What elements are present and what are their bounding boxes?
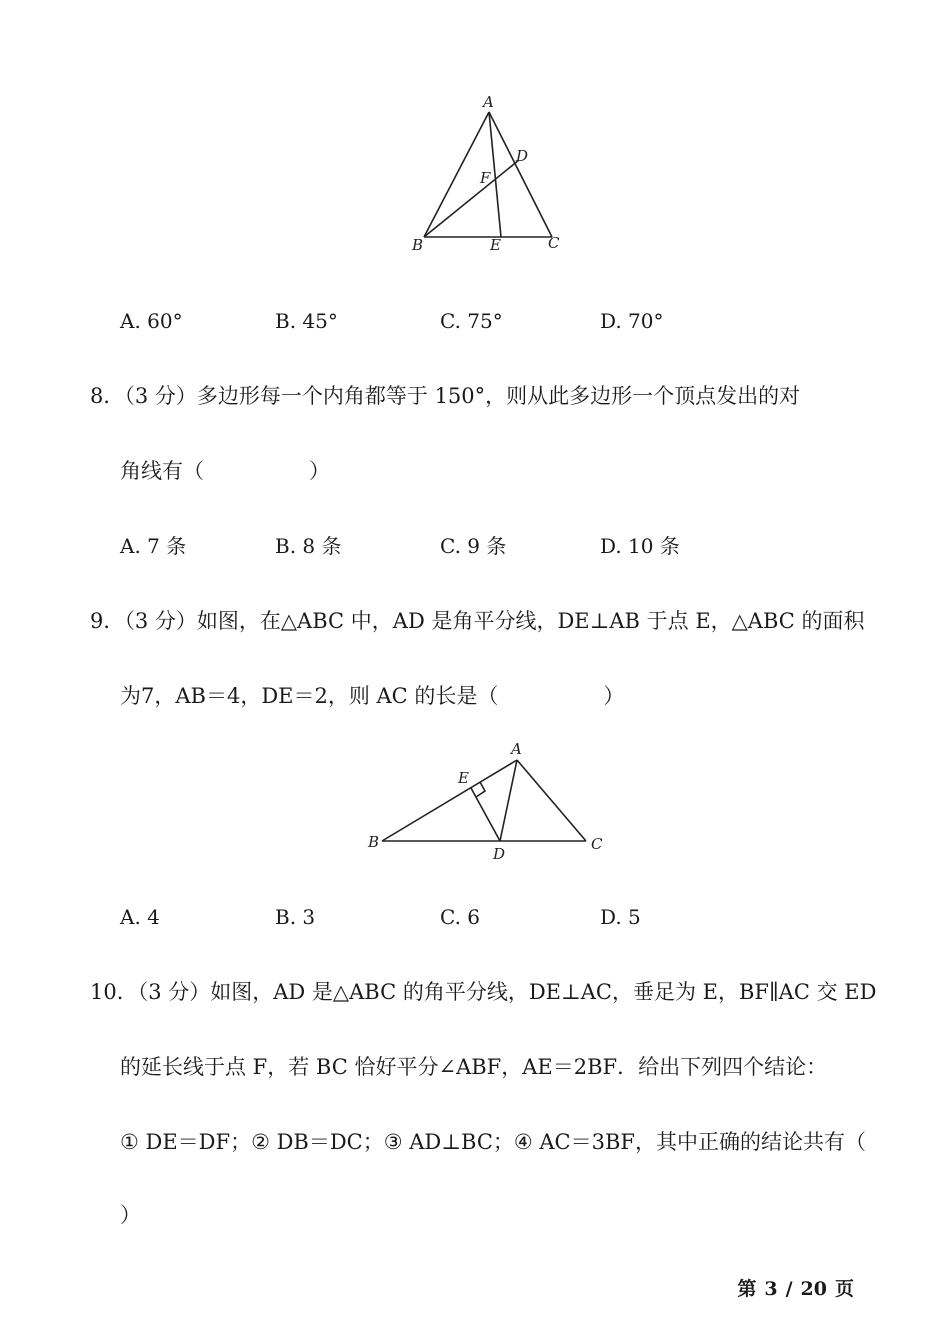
figure-triangle-abc-2 bbox=[360, 735, 620, 865]
segment-ab bbox=[382, 760, 517, 841]
footer-total-pages: 20 bbox=[800, 1278, 827, 1300]
q9-option-a: A. 4 bbox=[120, 905, 160, 929]
q8-stem-line1: 8．（3 分）多边形每一个内角都等于 150°，则从此多边形一个顶点发出的对 bbox=[90, 384, 801, 408]
page-footer bbox=[733, 1275, 858, 1303]
q10-stem-line2: 的延长线于点 F，若 BC 恰好平分∠ABF，AE＝2BF．给出下列四个结论： bbox=[120, 1055, 828, 1079]
q8-option-d: D. 10 条 bbox=[600, 534, 680, 558]
segment-ad bbox=[500, 760, 517, 841]
segment-de bbox=[471, 788, 500, 841]
label-a: A bbox=[511, 740, 522, 758]
q9-option-c: C. 6 bbox=[440, 905, 481, 929]
label-f: F bbox=[480, 169, 491, 187]
label-e: E bbox=[490, 236, 501, 254]
q9-option-d: D. 5 bbox=[600, 905, 641, 929]
label-c: C bbox=[591, 835, 603, 853]
q10-stem-line1: 10．（3 分）如图，AD 是△ABC 的角平分线，DE⊥AC，垂足为 E，BF∥AC 交 ED bbox=[90, 980, 877, 1004]
q8-stem-line2: 角线有（ ） bbox=[120, 459, 330, 483]
label-b: B bbox=[368, 833, 380, 851]
label-d: D bbox=[516, 147, 529, 165]
segment-ac bbox=[517, 760, 586, 841]
q8-option-b: B. 8 条 bbox=[275, 534, 342, 558]
q7-option-c: C. 75° bbox=[440, 309, 503, 333]
label-e: E bbox=[458, 769, 469, 787]
label-c: C bbox=[548, 234, 560, 252]
q10-stem-line3: ① DE＝DF；② DB＝DC；③ AD⊥BC；④ AC＝3BF，其中正确的结论共有（ bbox=[120, 1130, 866, 1154]
q8-option-a: A. 7 条 bbox=[120, 534, 187, 558]
q7-option-a: A. 60° bbox=[120, 309, 183, 333]
q9-stem-line1: 9．（3 分）如图，在△ABC 中，AD 是角平分线，DE⊥AB 于点 E，△ABC 的面积 bbox=[90, 609, 865, 633]
label-d: D bbox=[493, 845, 506, 863]
figure-triangle-abc-1 bbox=[400, 90, 580, 260]
footer-page-number: 3 bbox=[764, 1278, 778, 1300]
q9-stem-line2: 为7，AB＝4，DE＝2，则 AC 的长是（ ） bbox=[120, 684, 625, 708]
footer-suffix: 页 bbox=[834, 1278, 854, 1300]
q9-option-b: B. 3 bbox=[275, 905, 316, 929]
q10-stem-line4: ） bbox=[120, 1203, 141, 1227]
q7-option-b: B. 45° bbox=[275, 309, 338, 333]
footer-prefix: 第 bbox=[737, 1278, 757, 1300]
footer-separator: / bbox=[785, 1278, 793, 1300]
q7-option-d: D. 70° bbox=[600, 309, 664, 333]
label-a: A bbox=[483, 93, 494, 111]
label-b: B bbox=[412, 236, 424, 254]
segment-bd bbox=[424, 160, 519, 237]
q8-option-c: C. 9 条 bbox=[440, 534, 507, 558]
